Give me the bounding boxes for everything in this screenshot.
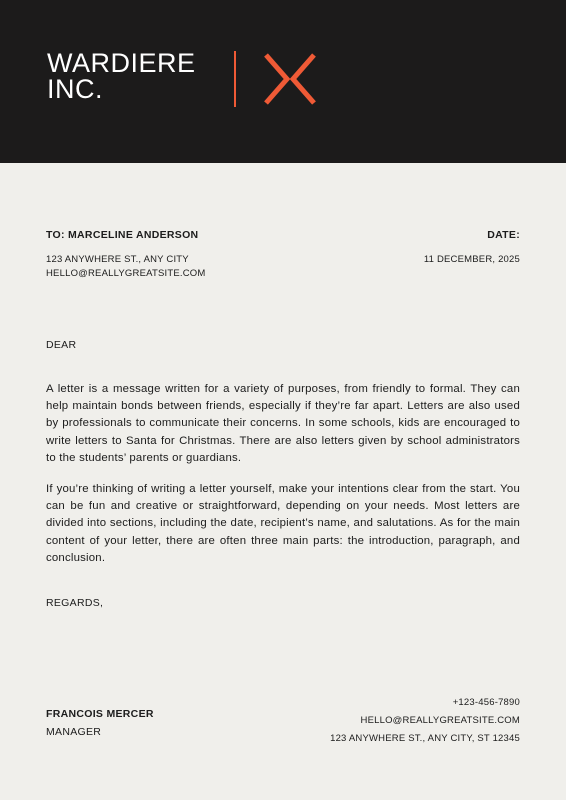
body-paragraph-1: A letter is a message written for a variety of purposes, from friendly to formal. They can help maintain bonds between friends, especially if they’re far apart. Letters are also used by professionals to communicate their concerns. In some schools, kids are encouraged to write letters to Santa for Christmas. There are also letters given by school administrators to the students’ parents or guardians.: [46, 383, 520, 464]
company-name-line2: INC.: [47, 74, 103, 104]
recipient-address: 123 ANYWHERE ST., ANY CITY: [46, 254, 189, 265]
header-divider: [234, 51, 236, 107]
date-value: 11 DECEMBER, 2025: [423, 254, 520, 265]
x-chevrons-logo-icon: [262, 52, 318, 106]
company-name: [47, 50, 196, 102]
contact-email: HELLO@REALLYGREATSITE.COM: [360, 715, 520, 726]
sender-role: MANAGER: [46, 726, 102, 738]
body-paragraph-2: If you’re thinking of writing a letter yourself, make your intentions clear from the start. You can be fun and creative or straightforward, depending on your needs. Most letters are divided into sections, including the date, recipient’s name, and salutations. As for the main content of your letter, there are often three main parts: the introduction, paragraph, and conclusion.: [46, 483, 520, 564]
letterhead-header: [0, 0, 566, 163]
company-name-line1: WARDIERE: [47, 48, 196, 78]
contact-address: 123 ANYWHERE ST., ANY CITY, ST 12345: [330, 733, 520, 744]
contact-phone: +123-456-7890: [452, 697, 520, 708]
recipient-email: HELLO@REALLYGREATSITE.COM: [46, 268, 206, 279]
sender-name: FRANCOIS MERCER: [46, 708, 154, 720]
recipient-name: TO: MARCELINE ANDERSON: [46, 229, 199, 241]
salutation: DEAR: [46, 339, 77, 351]
closing: REGARDS,: [46, 597, 104, 609]
date-label: DATE:: [487, 229, 520, 241]
